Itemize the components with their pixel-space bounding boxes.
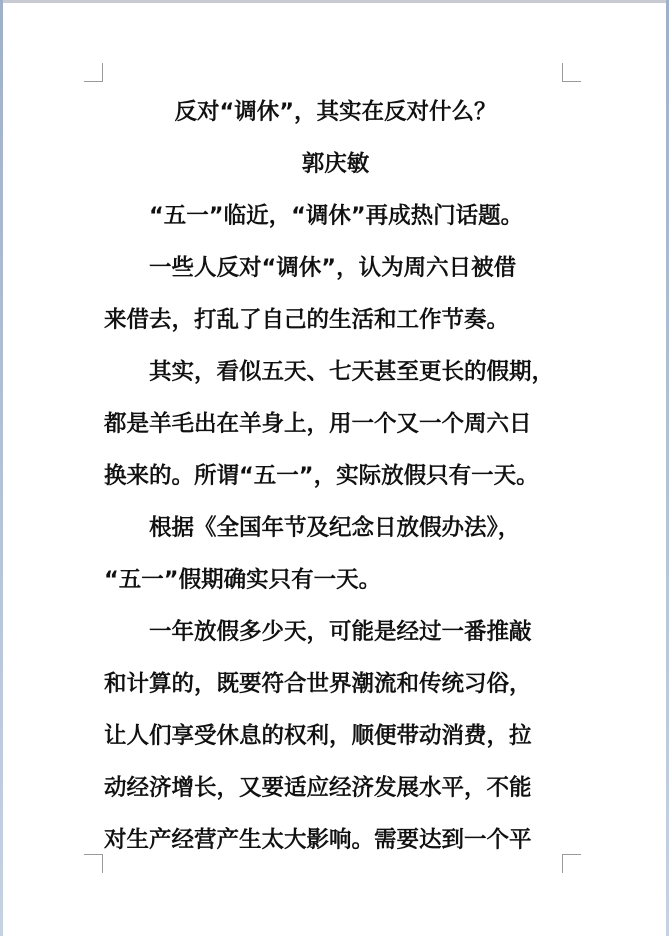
document-title: 反对“调休”，其实在反对什么？ xyxy=(174,99,497,125)
paragraph-3-line-1: 其实，看似五天、七天甚至更长的假期， xyxy=(149,359,555,385)
paragraph-4-line-1: 根据《全国年节及纪念日放假办法》， xyxy=(149,515,521,541)
paragraph-1 xyxy=(104,190,567,242)
paragraph-5-line-3: 让人们享受休息的权利，顺便带动消费，拉 xyxy=(104,723,532,749)
margin-mark-bottom-left xyxy=(84,854,103,873)
paragraph-2-line-1: 一些人反对“调休”，认为周六日被借 xyxy=(149,255,517,281)
paragraph-5-line-4: 动经济增长，又要适应经济发展水平，不能 xyxy=(104,775,532,801)
paragraph-5 xyxy=(104,606,567,866)
margin-mark-top-right xyxy=(562,63,581,82)
paragraph-1-line-1: “五一”临近，“调休”再成热门话题。 xyxy=(149,203,524,229)
margin-mark-top-left xyxy=(84,63,103,82)
paragraph-5-line-2: 和计算的，既要符合世界潮流和传统习俗， xyxy=(104,671,532,697)
document-author: 郭庆敏 xyxy=(301,151,370,177)
paragraph-4 xyxy=(104,502,567,606)
paragraph-3 xyxy=(104,346,567,502)
paragraph-3-line-2: 都是羊毛出在羊身上，用一个又一个周六日 xyxy=(104,411,532,437)
paragraph-3-line-3: 换来的。所谓“五一”，实际放假只有一天。 xyxy=(104,463,539,489)
paragraph-2 xyxy=(104,242,567,346)
paragraph-2-line-2: 来借去，打乱了自己的生活和工作节奏。 xyxy=(104,307,510,333)
paragraph-5-line-5: 对生产经营产生太大影响。需要达到一个平 xyxy=(104,827,532,853)
paragraph-4-line-2: “五一”假期确实只有一天。 xyxy=(104,567,382,593)
paragraph-5-line-1: 一年放假多少天，可能是经过一番推敲 xyxy=(149,619,532,645)
